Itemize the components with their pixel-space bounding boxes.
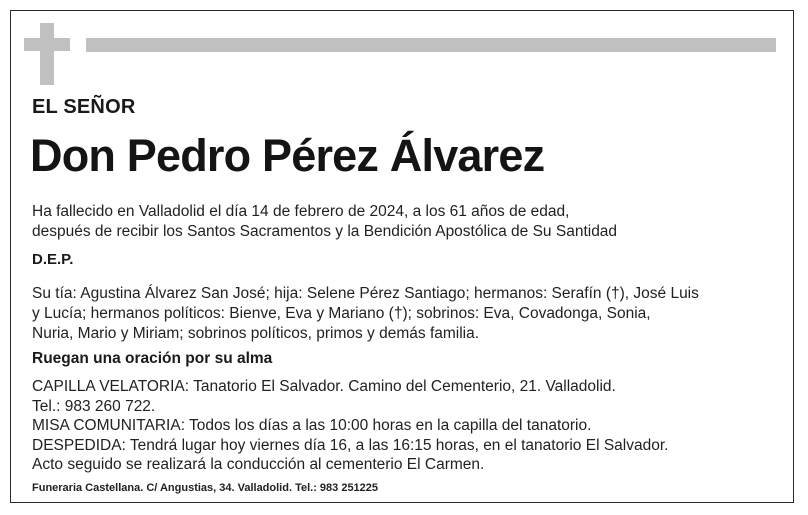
intro-line: después de recibir los Santos Sacramentos y la Bendición Apostólica de Su Santidad [32, 223, 618, 240]
detail-line: Acto seguido se realizará la conducción al cementerio El Carmen. [32, 456, 485, 473]
prayer-heading: Ruegan una oración por su alma [32, 350, 273, 367]
intro-line: Ha fallecido en Valladolid el día 14 de febrero de 2024, a los 61 años de edad, [32, 203, 570, 220]
deceased-name: Don Pedro Pérez Álvarez [30, 130, 545, 181]
detail-line: CAPILLA VELATORIA: Tanatorio El Salvador. Camino del Cementerio, 21. Valladolid. [32, 378, 616, 395]
intro-paragraph [32, 202, 617, 242]
detail-line: Tel.: 983 260 722. [32, 397, 156, 415]
detail-line: DESPEDIDA: Tendrá lugar hoy viernes día 16, a las 16:15 horas, en el tanatorio El Salvador. [32, 436, 669, 454]
honorific: EL SEÑOR [32, 96, 136, 118]
family-line: y Lucía; hermanos políticos: Bienve, Eva y Mariano (†); sobrinos: Eva, Covadonga, Sonia, [32, 305, 651, 322]
service-details [32, 377, 668, 475]
family-line: Su tía: Agustina Álvarez San José; hija: Selene Pérez Santiago; hermanos: Serafín (†), José Luis [32, 285, 699, 302]
detail-line: MISA COMUNITARIA: Todos los días a las 10:00 horas en la capilla del tanatorio. [32, 417, 592, 434]
funeral-home-footer: Funeraria Castellana. C/ Angustias, 34. Valladolid. Tel.: 983 251225 [32, 482, 379, 494]
header-rule [86, 38, 776, 52]
family-line: Nuria, Mario y Miriam; sobrinos políticos, primos y demás familia. [32, 325, 480, 342]
dep-label: D.E.P. [32, 251, 74, 268]
family-paragraph [32, 284, 699, 344]
cross-icon [24, 23, 70, 85]
